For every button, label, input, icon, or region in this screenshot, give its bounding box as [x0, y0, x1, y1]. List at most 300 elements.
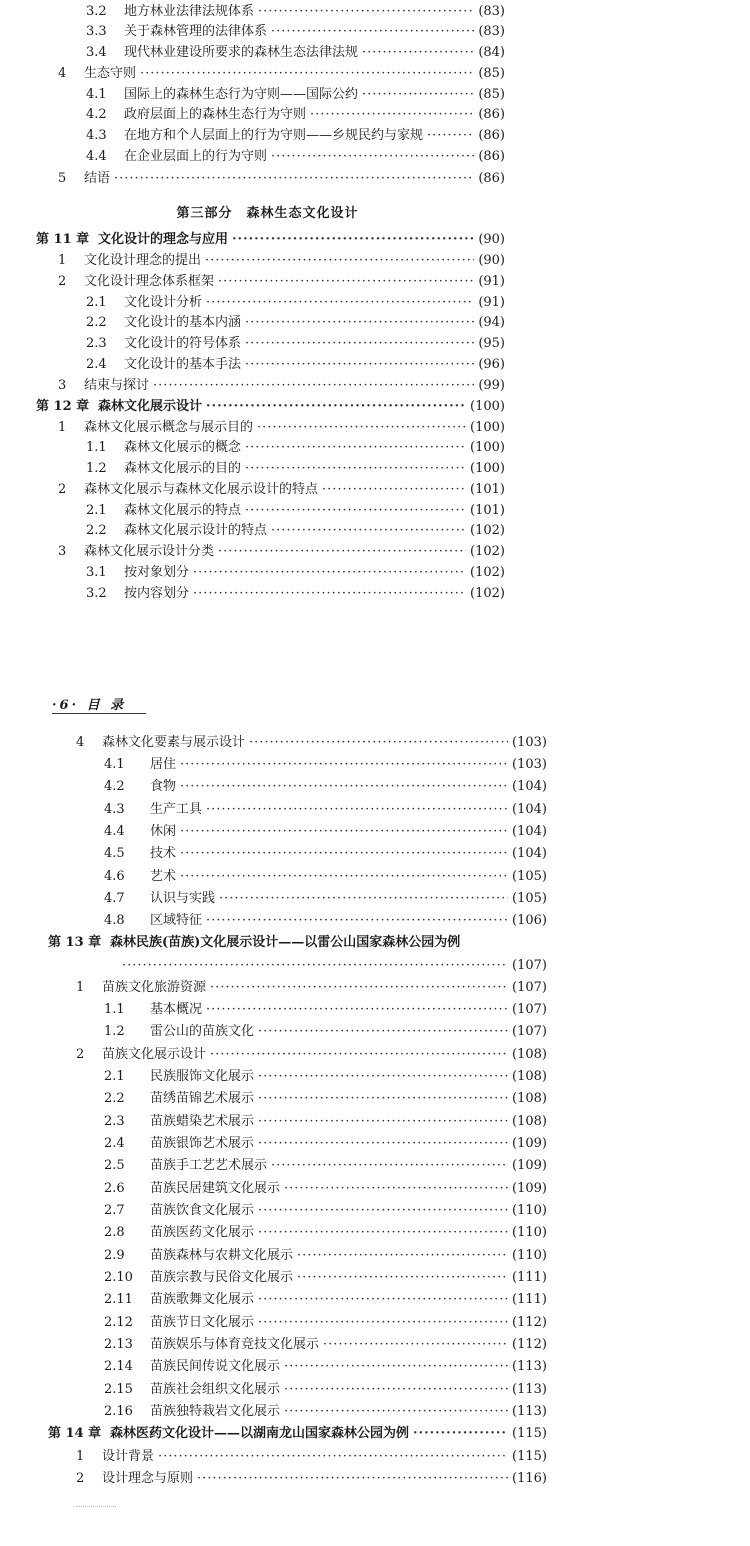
- toc-entry-page: (107): [512, 1024, 547, 1039]
- dot-leader: [206, 912, 508, 930]
- toc-entry-number: 1.1: [86, 440, 107, 455]
- toc-entry-title: 苗族文化旅游资源: [102, 980, 207, 995]
- dot-leader: [140, 65, 474, 83]
- dot-leader: [362, 86, 474, 104]
- toc-entry-number: 1.2: [104, 1024, 125, 1039]
- toc-entry-page: (100): [470, 399, 505, 414]
- toc-entry-title: 苗族民间传说文化展示: [150, 1359, 281, 1374]
- toc-entry-number: 4: [58, 66, 67, 81]
- toc-entry-page: (102): [470, 523, 505, 538]
- toc-entry: [58, 419, 505, 437]
- toc-entry: [86, 502, 505, 520]
- toc-entry: [76, 1046, 547, 1064]
- toc-entry: [58, 65, 505, 83]
- toc-entry: [76, 1470, 547, 1488]
- dot-leader: [258, 1023, 508, 1041]
- toc-entry: [86, 335, 505, 353]
- toc-entry-number: 3.1: [86, 565, 107, 580]
- toc-entry-title: 苗族节日文化展示: [150, 1315, 255, 1330]
- toc-entry-title: 森林文化展示与森林文化展示设计的特点: [84, 482, 319, 497]
- dot-leader: [232, 231, 474, 249]
- toc-entry: [104, 1247, 547, 1265]
- dot-leader: [258, 1314, 508, 1332]
- toc-entry-page: (109): [512, 1181, 547, 1196]
- toc-entry-page: (107): [512, 958, 547, 973]
- toc-entry-number: 4.4: [104, 824, 125, 839]
- toc-entry-page: (116): [512, 1471, 547, 1486]
- toc-entry: [104, 1068, 547, 1086]
- toc-entry-page: (113): [512, 1359, 547, 1374]
- toc-entry: [104, 1224, 547, 1242]
- dot-leader: [245, 439, 466, 457]
- toc-entry-title: 苗族饮食文化展示: [150, 1203, 255, 1218]
- dot-leader: [284, 1358, 508, 1376]
- dot-leader: [122, 957, 508, 975]
- dot-leader: [218, 273, 474, 291]
- toc-entry-number: 第 12 章: [36, 399, 90, 414]
- toc-entry-title: 文化设计的基本手法: [124, 357, 242, 372]
- dot-leader: [206, 294, 474, 312]
- dot-leader: [180, 823, 508, 841]
- toc-entry: [58, 170, 505, 188]
- toc-entry-title: 森林文化展示设计的特点: [124, 523, 268, 538]
- page-header: ·6· 目 录: [52, 694, 126, 713]
- toc-entry-number: 2: [58, 482, 67, 497]
- toc-entry: [86, 564, 505, 582]
- toc-entry-number: 2.16: [104, 1404, 133, 1419]
- toc-entry-page: (111): [512, 1270, 547, 1285]
- toc-entry-page: (103): [512, 735, 547, 750]
- toc-entry-title: 基本概况: [150, 1002, 203, 1017]
- toc-entry: [86, 522, 505, 540]
- toc-entry-number: 2.2: [104, 1091, 125, 1106]
- toc-entry-page: (91): [478, 295, 505, 310]
- dot-leader: [210, 979, 508, 997]
- toc-entry: [104, 1090, 547, 1108]
- toc-entry: [104, 1001, 547, 1019]
- toc-entry-number: 1.1: [104, 1002, 125, 1017]
- toc-entry-title: 苗族宗教与民俗文化展示: [150, 1270, 294, 1285]
- toc-entry-title: 苗绣苗锦艺术展示: [150, 1091, 255, 1106]
- toc-entry-number: 1: [76, 1449, 85, 1464]
- toc-entry-number: 1: [58, 420, 67, 435]
- toc-entry-title: 按内容划分: [124, 586, 190, 601]
- toc-entry-page: (104): [512, 779, 547, 794]
- toc-entry-title: 设计背景: [102, 1449, 155, 1464]
- dot-leader: [114, 170, 474, 188]
- dot-leader: [258, 1090, 508, 1108]
- toc-entry-page: (90): [478, 253, 505, 268]
- toc-entry-title: 按对象划分: [124, 565, 190, 580]
- toc-entry-page: (84): [478, 45, 505, 60]
- toc-entry-page: (104): [512, 846, 547, 861]
- dot-leader: [257, 419, 466, 437]
- toc-entry-title: 苗族独特栽岩文化展示: [150, 1404, 281, 1419]
- toc-entry-number: 4.1: [86, 87, 107, 102]
- toc-entry-title: 森林文化展示设计: [98, 399, 203, 414]
- toc-entry-page: (108): [512, 1091, 547, 1106]
- toc-entry-page: (107): [512, 1002, 547, 1017]
- toc-entry-title: 森林文化展示的特点: [124, 503, 242, 518]
- toc-entry-number: 1: [76, 980, 85, 995]
- dot-leader: [258, 1224, 508, 1242]
- toc-entry-number: 2.2: [86, 315, 107, 330]
- toc-entry-page: (100): [470, 420, 505, 435]
- toc-entry-page: (113): [512, 1404, 547, 1419]
- dot-leader: [284, 1403, 508, 1421]
- toc-entry-title: 文化设计的符号体系: [124, 336, 242, 351]
- dot-leader: [245, 460, 466, 478]
- toc-entry: [86, 44, 505, 62]
- toc-entry-title: 认识与实践: [150, 891, 216, 906]
- toc-entry-title: 森林文化要素与展示设计: [102, 735, 246, 750]
- toc-entry-number: 第 14 章: [48, 1426, 102, 1441]
- toc-entry-number: 4.5: [104, 846, 125, 861]
- toc-entry-title: 生态守则: [84, 66, 137, 81]
- dot-leader: [249, 734, 508, 752]
- toc-entry: [86, 314, 505, 332]
- toc-entry: [86, 148, 505, 166]
- toc-entry-number: 2.3: [86, 336, 107, 351]
- toc-entry: [76, 734, 547, 752]
- toc-entry-number: 2.8: [104, 1225, 125, 1240]
- toc-entry-title: 艺术: [150, 869, 177, 884]
- toc-entry-page: (100): [470, 440, 505, 455]
- toc-entry: [76, 979, 547, 997]
- toc-entry: [86, 294, 505, 312]
- toc-entry-page: (86): [478, 149, 505, 164]
- toc-entry-page: (115): [512, 1426, 547, 1441]
- toc-entry: [86, 86, 505, 104]
- toc-entry-number: 4.8: [104, 913, 125, 928]
- toc-entry: [104, 778, 547, 796]
- dot-leader: [218, 543, 466, 561]
- toc-entry-title: 苗族森林与农耕文化展示: [150, 1248, 294, 1263]
- dot-leader: [413, 1425, 508, 1443]
- toc-entry-title: 文化设计的基本内涵: [124, 315, 242, 330]
- toc-entry-title: 关于森林管理的法律体系: [124, 24, 268, 39]
- toc-entry: [86, 127, 505, 145]
- toc-entry-title: 现代林业建设所要求的森林生态法律法规: [124, 45, 359, 60]
- toc-entry: [104, 845, 547, 863]
- dot-leader: [310, 106, 474, 124]
- toc-entry: [48, 934, 547, 952]
- toc-entry: [36, 231, 505, 249]
- dot-leader: [271, 1157, 508, 1175]
- dot-leader: [206, 1001, 508, 1019]
- toc-entry-number: 3: [58, 544, 67, 559]
- toc-entry: [58, 377, 505, 395]
- toc-entry-number: 2.4: [104, 1136, 125, 1151]
- toc-entry-number: 1: [58, 253, 67, 268]
- toc-entry-title: 文化设计的理念与应用: [98, 232, 229, 247]
- toc-entry: [104, 1113, 547, 1131]
- toc-entry-title: 文化设计理念的提出: [84, 253, 202, 268]
- toc-entry: [36, 398, 505, 416]
- toc-entry: [104, 1157, 547, 1175]
- dot-leader: [193, 585, 466, 603]
- dot-leader: [245, 356, 474, 374]
- toc-entry-title: 苗族娱乐与体育竞技文化展示: [150, 1337, 320, 1352]
- toc-entry-title: 森林文化展示的概念: [124, 440, 242, 455]
- toc-entry-page: (109): [512, 1158, 547, 1173]
- toc-entry: [48, 1425, 547, 1443]
- toc-entry-title: 生产工具: [150, 802, 203, 817]
- toc-entry-page: (101): [470, 482, 505, 497]
- toc-entry-page: (101): [470, 503, 505, 518]
- toc-entry-page: (108): [512, 1047, 547, 1062]
- toc-entry-number: 2.13: [104, 1337, 133, 1352]
- toc-entry: [76, 1448, 547, 1466]
- toc-entry-page: (85): [478, 87, 505, 102]
- toc-entry-page: (104): [512, 802, 547, 817]
- toc-entry: [104, 890, 547, 908]
- toc-entry-title: 森林文化展示设计分类: [84, 544, 215, 559]
- toc-entry: [58, 273, 505, 291]
- toc-entry: [118, 957, 547, 975]
- toc-entry-page: (100): [470, 461, 505, 476]
- toc-entry-page: (112): [512, 1315, 547, 1330]
- dot-leader: [180, 868, 508, 886]
- toc-entry-number: 3.3: [86, 24, 107, 39]
- toc-entry-number: 4.3: [104, 802, 125, 817]
- dot-leader: [153, 377, 474, 395]
- toc-entry-page: (115): [512, 1449, 547, 1464]
- toc-entry-number: 3.2: [86, 586, 107, 601]
- toc-entry-title: 苗族文化展示设计: [102, 1047, 207, 1062]
- dot-leader: [206, 398, 466, 416]
- toc-entry-page: (96): [478, 357, 505, 372]
- toc-entry-number: 4.7: [104, 891, 125, 906]
- toc-entry: [86, 3, 505, 21]
- toc-entry: [58, 543, 505, 561]
- dot-leader: [322, 481, 466, 499]
- dot-leader: [205, 252, 474, 270]
- toc-entry: [104, 1202, 547, 1220]
- dot-leader: [258, 1068, 508, 1086]
- dot-leader: [197, 1470, 508, 1488]
- dot-leader: [219, 890, 508, 908]
- toc-entry-page: (110): [512, 1203, 547, 1218]
- dot-leader: [323, 1336, 508, 1354]
- toc-entry-number: 2: [76, 1047, 85, 1062]
- toc-entry-number: 2.6: [104, 1181, 125, 1196]
- toc-entry-page: (85): [478, 66, 505, 81]
- toc-entry-number: 2.10: [104, 1270, 133, 1285]
- toc-entry-page: (113): [512, 1382, 547, 1397]
- toc-entry: [86, 585, 505, 603]
- toc-entry-title: 雷公山的苗族文化: [150, 1024, 255, 1039]
- toc-entry-number: 1.2: [86, 461, 107, 476]
- toc-entry: [86, 439, 505, 457]
- toc-entry-number: 2.4: [86, 357, 107, 372]
- toc-entry: [104, 1381, 547, 1399]
- toc-entry-number: 2.5: [104, 1158, 125, 1173]
- toc-entry: [58, 252, 505, 270]
- toc-entry: [104, 823, 547, 841]
- toc-entry-page: (109): [512, 1136, 547, 1151]
- toc-entry-page: (104): [512, 824, 547, 839]
- toc-entry: [104, 1358, 547, 1376]
- toc-entry-page: (108): [512, 1114, 547, 1129]
- toc-entry-number: 4.2: [104, 779, 125, 794]
- toc-entry: [86, 460, 505, 478]
- toc-entry-title: 苗族歌舞文化展示: [150, 1292, 255, 1307]
- dot-leader: [258, 1291, 508, 1309]
- toc-entry-title: 苗族蜡染艺术展示: [150, 1114, 255, 1129]
- toc-entry-number: 第 13 章: [48, 935, 102, 950]
- toc-entry-number: 2.11: [104, 1292, 133, 1307]
- toc-entry: [104, 1291, 547, 1309]
- toc-entry: [104, 1336, 547, 1354]
- toc-entry-page: (106): [512, 913, 547, 928]
- toc-entry-page: (95): [478, 336, 505, 351]
- toc-entry-title: 在地方和个人层面上的行为守则——乡规民约与家规: [124, 128, 424, 143]
- toc-entry-number: 2.12: [104, 1315, 133, 1330]
- dot-leader: [271, 23, 474, 41]
- toc-entry-title: 民族服饰文化展示: [150, 1069, 255, 1084]
- toc-entry-page: (83): [478, 4, 505, 19]
- toc-entry-title: 苗族银饰艺术展示: [150, 1136, 255, 1151]
- toc-entry: [86, 106, 505, 124]
- dot-leader: [245, 502, 466, 520]
- toc-entry-page: (86): [478, 107, 505, 122]
- dot-leader: [284, 1180, 508, 1198]
- toc-entry-title: 结语: [84, 171, 111, 186]
- toc-entry-title: 在企业层面上的行为守则: [124, 149, 268, 164]
- toc-entry-number: 2.3: [104, 1114, 125, 1129]
- toc-entry-number: 2.15: [104, 1382, 133, 1397]
- toc-entry: [104, 1269, 547, 1287]
- toc-entry-page: (105): [512, 891, 547, 906]
- dot-leader: [258, 1113, 508, 1131]
- toc-entry-number: 2: [76, 1471, 85, 1486]
- toc-entry-page: (102): [470, 586, 505, 601]
- toc-entry-number: 2.1: [86, 503, 107, 518]
- toc-entry-title: 休闲: [150, 824, 177, 839]
- toc-entry-page: (107): [512, 980, 547, 995]
- dot-leader: [180, 778, 508, 796]
- dot-leader: [206, 801, 508, 819]
- toc-entry: [104, 912, 547, 930]
- toc-entry-number: 4.6: [104, 869, 125, 884]
- dot-leader: [271, 148, 474, 166]
- toc-entry-title: 技术: [150, 846, 177, 861]
- toc-entry-page: (94): [478, 315, 505, 330]
- toc-entry: [104, 868, 547, 886]
- toc-entry-number: 3: [58, 378, 67, 393]
- dot-leader: [258, 1135, 508, 1153]
- toc-entry: [104, 1023, 547, 1041]
- dot-leader: [193, 564, 466, 582]
- toc-entry: [104, 1403, 547, 1421]
- toc-entry-page: (110): [512, 1225, 547, 1240]
- footer-mark: [76, 1506, 116, 1507]
- toc-entry-title: 国际上的森林生态行为守则——国际公约: [124, 87, 359, 102]
- toc-entry-number: 2: [58, 274, 67, 289]
- toc-entry-page: (102): [470, 544, 505, 559]
- dot-leader: [210, 1046, 508, 1064]
- toc-entry-page: (86): [478, 171, 505, 186]
- dot-leader: [245, 335, 474, 353]
- toc-entry-title: 居住: [150, 757, 177, 772]
- dot-leader: [271, 522, 466, 540]
- part-title: 第三部分 森林生态文化设计: [176, 206, 359, 221]
- toc-entry-number: 2.1: [86, 295, 107, 310]
- toc-entry-number: 5: [58, 171, 67, 186]
- toc-entry-number: 4: [76, 735, 85, 750]
- dot-leader: [180, 845, 508, 863]
- toc-entry-number: 2.7: [104, 1203, 125, 1218]
- toc-page-top: [0, 0, 750, 620]
- toc-entry: [104, 1314, 547, 1332]
- dot-leader: [258, 1202, 508, 1220]
- toc-entry-page: (86): [478, 128, 505, 143]
- toc-entry: [58, 481, 505, 499]
- toc-entry: [104, 756, 547, 774]
- toc-entry-title: 结束与探讨: [84, 378, 150, 393]
- toc-entry-title: 森林民族(苗族)文化展示设计——以雷公山国家森林公园为例: [110, 935, 461, 950]
- toc-entry: [104, 801, 547, 819]
- toc-entry-page: (112): [512, 1337, 547, 1352]
- toc-entry-title: 苗族医药文化展示: [150, 1225, 255, 1240]
- toc-entry-number: 4.4: [86, 149, 107, 164]
- toc-entry-number: 第 11 章: [36, 232, 90, 247]
- dot-leader: [297, 1269, 508, 1287]
- toc-entry-number: 4.3: [86, 128, 107, 143]
- dot-leader: [284, 1381, 508, 1399]
- toc-entry: [104, 1180, 547, 1198]
- toc-entry: [86, 23, 505, 41]
- toc-entry-page: (99): [478, 378, 505, 393]
- dot-leader: [245, 314, 474, 332]
- toc-entry-title: 地方林业法律法规体系: [124, 4, 255, 19]
- toc-entry-number: 2.9: [104, 1248, 125, 1263]
- toc-entry-title: 森林文化展示概念与展示目的: [84, 420, 254, 435]
- dot-leader: [427, 127, 474, 145]
- toc-entry-number: 4.2: [86, 107, 107, 122]
- dot-leader: [362, 44, 474, 62]
- toc-entry-number: 2.1: [104, 1069, 125, 1084]
- toc-entry-number: 2.2: [86, 523, 107, 538]
- toc-entry: [104, 1135, 547, 1153]
- toc-entry-title: 森林医药文化设计——以湖南龙山国家森林公园为例: [110, 1426, 410, 1441]
- toc-entry-page: (110): [512, 1248, 547, 1263]
- toc-entry-title: 苗族手工艺艺术展示: [150, 1158, 268, 1173]
- toc-entry-page: (83): [478, 24, 505, 39]
- dot-leader: [180, 756, 508, 774]
- toc-entry-title: 苗族社会组织文化展示: [150, 1382, 281, 1397]
- toc-entry-number: 3.2: [86, 4, 107, 19]
- toc-entry-title: 食物: [150, 779, 177, 794]
- toc-entry-page: (108): [512, 1069, 547, 1084]
- toc-entry-title: 政府层面上的森林生态行为守则: [124, 107, 307, 122]
- toc-entry-page: (105): [512, 869, 547, 884]
- toc-entry-title: 文化设计理念体系框架: [84, 274, 215, 289]
- toc-entry-page: (102): [470, 565, 505, 580]
- toc-entry-page: (90): [478, 232, 505, 247]
- toc-entry: [86, 356, 505, 374]
- dot-leader: [158, 1448, 508, 1466]
- toc-page-bottom: [0, 690, 750, 1520]
- toc-entry-number: 2.14: [104, 1359, 133, 1374]
- dot-leader: [297, 1247, 508, 1265]
- toc-entry-title: 设计理念与原则: [102, 1471, 194, 1486]
- toc-entry-number: 4.1: [104, 757, 125, 772]
- toc-entry-title: 区域特征: [150, 913, 203, 928]
- dot-leader: [258, 3, 474, 21]
- toc-entry-title: 森林文化展示的目的: [124, 461, 242, 476]
